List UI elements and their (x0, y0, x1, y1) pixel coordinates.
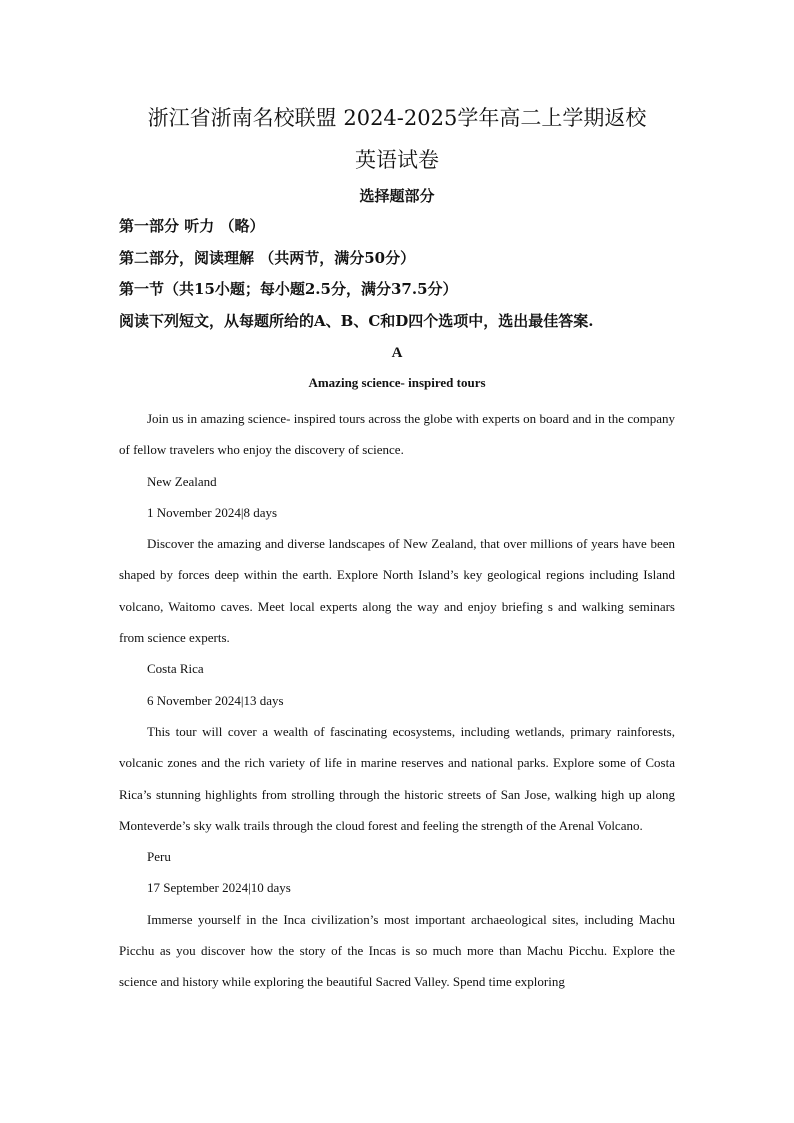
passage-body (119, 403, 675, 998)
directions: 阅读下列短文，从每题所给的A、B、C和D四个选项中，选出最佳答案. (119, 312, 594, 330)
tour-place: New Zealand (147, 473, 217, 489)
passage-letter: A (391, 345, 403, 361)
tour-description: Discover the amazing and diverse landscapes of New Zealand, that over millions of years have been shaped by forces deep within the earth. Explore North Island’s key geological regions including Island volcano, Waitomo caves. Meet local experts along the way and enjoy briefing s and walking seminars from science experts. (119, 536, 675, 646)
document-subtitle: 英语试卷 (355, 148, 439, 172)
tour-place: Costa Rica (147, 661, 204, 677)
section-one-heading: 第一节（共15小题；每小题2.5分，满分37.5分） (119, 280, 458, 298)
passage-intro: Join us in amazing science- inspired tours across the globe with experts on board and in the company of fellow travelers who enjoy the discovery of science. (119, 411, 675, 458)
part-two-heading: 第二部分，阅读理解 （共两节，满分50分） (119, 249, 416, 267)
tour-date: 6 November 2024|13 days (147, 692, 284, 708)
tour-description: This tour will cover a wealth of fascinating ecosystems, including wetlands, primary rainforests, volcanic zones and the rich variety of life in marine reserves and national parks. Explore some of Costa Rica’s stunning highlights from strolling through the historic streets of San Jose, walking high up along Monteverde’s sky walk trails through the cloud forest and feeling the strength of the Arenal Volcano. (119, 723, 675, 833)
part-one-heading: 第一部分 听力 （略） (119, 217, 265, 235)
document-title: 浙江省浙南名校联盟 2024-2025学年高二上学期返校 (147, 106, 647, 130)
passage-title: Amazing science- inspired tours (308, 375, 486, 390)
section-label: 选择题部分 (359, 187, 435, 205)
tour-place: Peru (147, 849, 171, 865)
tour-date: 1 November 2024|8 days (147, 504, 278, 520)
tour-description: Immerse yourself in the Inca civilization’s most important archaeological sites, including Machu Picchu as you discover how the story of the Incas is so much more than Machu Picchu. Explore the science and history while exploring the beautiful Sacred Valley. Spend time exploring (119, 911, 675, 990)
tour-date: 17 September 2024|10 days (147, 880, 291, 896)
